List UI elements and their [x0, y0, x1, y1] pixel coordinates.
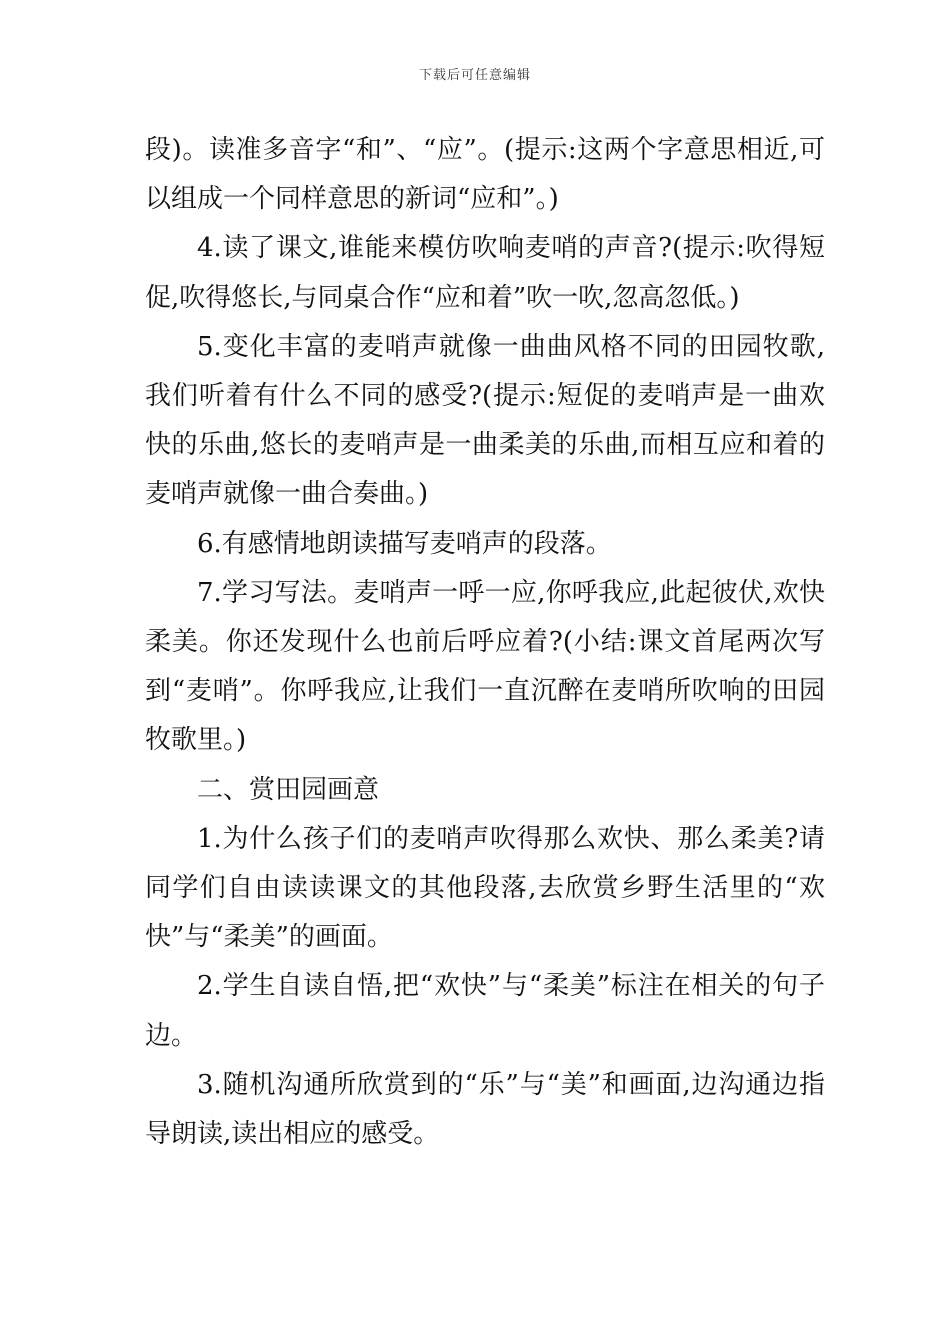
- paragraph-item-4: 4.读了课文,谁能来模仿吹响麦哨的声音?(提示:吹得短促,吹得悠长,与同桌合作“应和着”吹一吹,忽高忽低。): [145, 233, 825, 313]
- paragraph-item-5: 5.变化丰富的麦哨声就像一曲曲风格不同的田园牧歌,我们听着有什么不同的感受?(提示:短促的麦哨声是一曲欢快的乐曲,悠长的麦哨声是一曲柔美的乐曲,而相互应和着的麦哨声就像一曲合奏曲。): [145, 331, 825, 510]
- paragraph-section2-item-2: 2.学生自读自悟,把“欢快”与“柔美”标注在相关的句子边。: [145, 971, 825, 1051]
- paragraph-item-6: 6.有感情地朗读描写麦哨声的段落。: [197, 528, 612, 559]
- paragraph-continuation: 段)。读准多音字“和”、“应”。(提示:这两个字意思相近,可以组成一个同样意思的新词“应和”。): [145, 135, 825, 215]
- document-body: [145, 126, 825, 1159]
- paragraph-item-7: 7.学习写法。麦哨声一呼一应,你呼我应,此起彼伏,欢快柔美。你还发现什么也前后呼应着?(小结:课文首尾两次写到“麦哨”。你呼我应,让我们一直沉醉在麦哨所吹响的田园牧歌里。): [145, 577, 825, 756]
- paragraph-section2-item-1: 1.为什么孩子们的麦哨声吹得那么欢快、那么柔美?请同学们自由读读课文的其他段落,去欣赏乡野生活里的“欢快”与“柔美”的画面。: [145, 823, 825, 953]
- section-heading: 二、赏田园画意: [197, 774, 380, 805]
- paragraph-section2-item-3: 3.随机沟通所欣赏到的“乐”与“美”和画面,边沟通边指导朗读,读出相应的感受。: [145, 1069, 825, 1150]
- page-header: 下载后可任意编辑: [418, 68, 531, 83]
